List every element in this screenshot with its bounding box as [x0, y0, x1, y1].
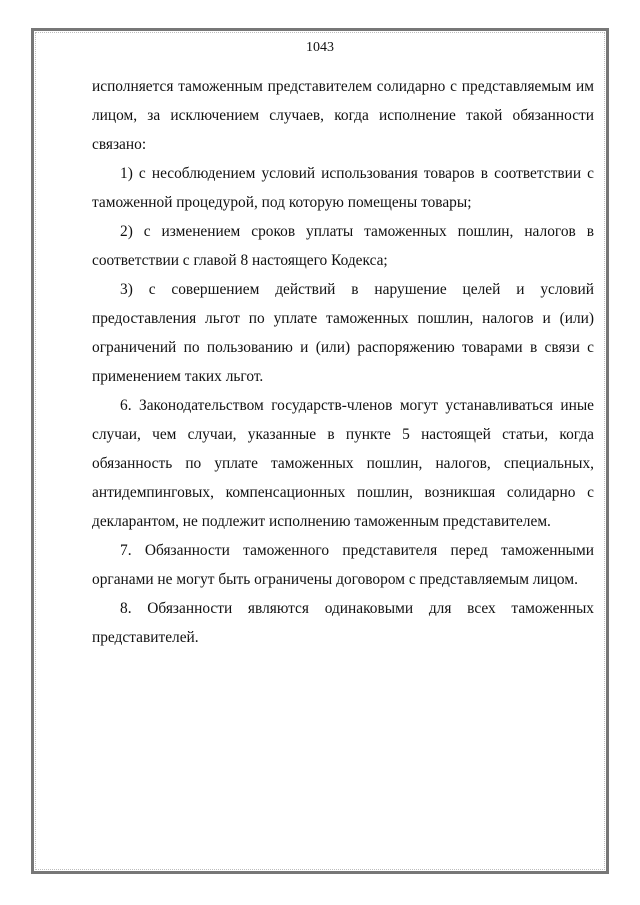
list-item-3: 3) с совершением действий в нарушение целей и условий предоставления льгот по уплате таможенных пошлин, налогов и (или) ограничений по пользованию и (или) распоряжению товарами в связи с применением таких льгот.: [92, 281, 594, 385]
paragraph-6: 6. Законодательством государств-членов могут устанавливаться иные случаи, чем случаи, указанные в пункте 5 настоящей статьи, когда обязанность по уплате таможенных пошлин, налогов, специальных, антидемпинговых, компенсационных пошлин, возникшая солидарно с декларантом, не подлежит исполнению таможенным представителем.: [92, 397, 594, 530]
document-body: [92, 72, 594, 652]
paragraph-8: 8. Обязанности являются одинаковыми для всех таможенных представителей.: [92, 600, 594, 646]
list-item-2: 2) с изменением сроков уплаты таможенных пошлин, налогов в соответствии с главой 8 настоящего Кодекса;: [92, 223, 594, 269]
list-item-1: 1) с несоблюдением условий использования товаров в соответствии с таможенной процедурой, под которую помещены товары;: [92, 165, 594, 211]
paragraph-continuation: исполняется таможенным представителем солидарно с представляемым им лицом, за исключением случаев, когда исполнение такой обязанности связано:: [92, 78, 594, 153]
paragraph-7: 7. Обязанности таможенного представителя перед таможенными органами не могут быть ограничены договором с представляемым лицом.: [92, 542, 594, 588]
page-number: 1043: [306, 40, 334, 55]
